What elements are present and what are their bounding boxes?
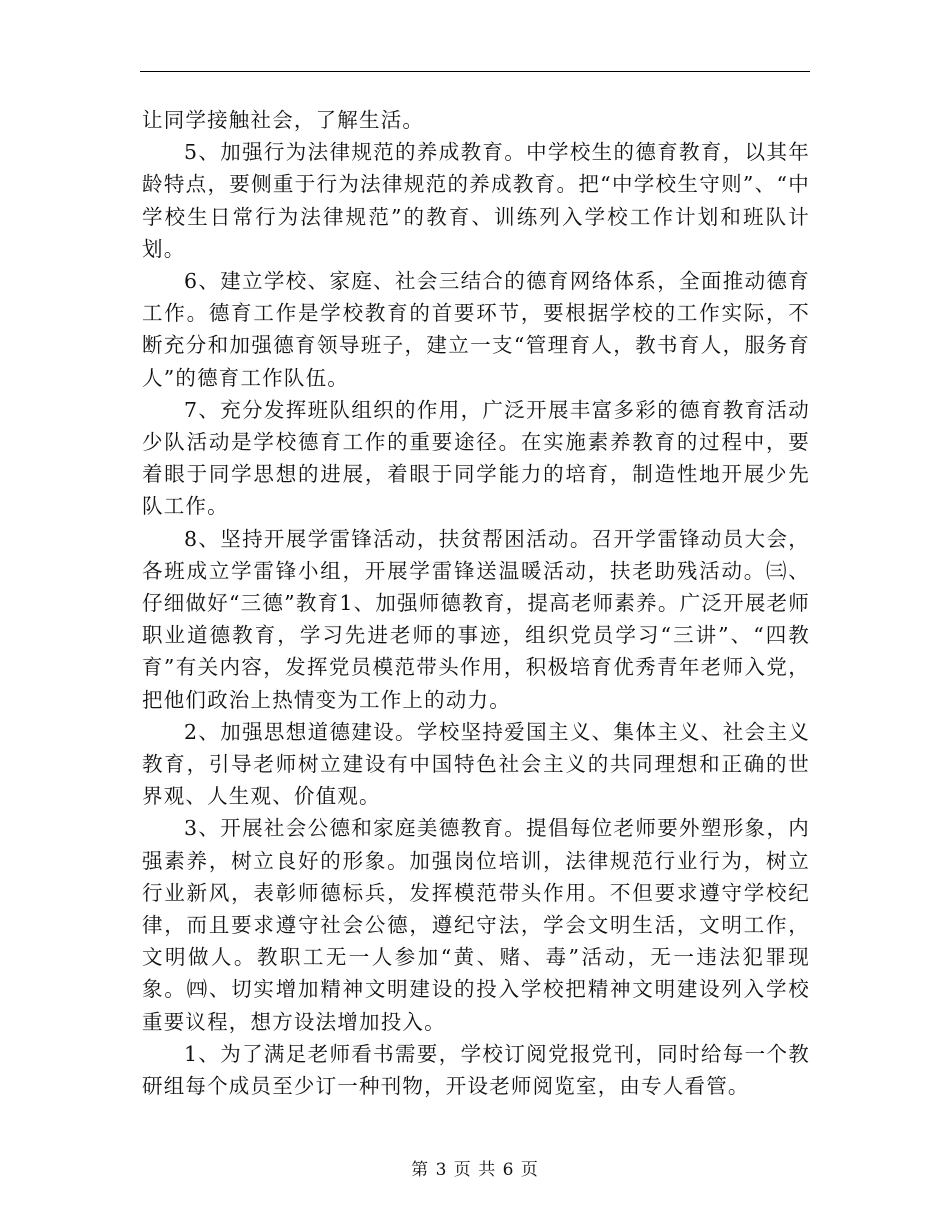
page-number-footer: 第 3 页 共 6 页 <box>411 1160 539 1180</box>
paragraph: 6、建立学校、家庭、社会三结合的德育网络体系，全面推动德育工作。德育工作是学校教育的首要环节，要根据学校的工作实际，不断充分和加强德育领导班子，建立一支“管理育人，教书育人，服务育人”的德育工作队伍。 <box>142 269 810 390</box>
paragraph: 让同学接触社会，了解生活。 <box>142 108 425 132</box>
paragraph: 7、充分发挥班队组织的作用，广泛开展丰富多彩的德育教育活动少队活动是学校德育工作的重要途径。在实施素养教育的过程中，要着眼于同学思想的进展，着眼于同学能力的培育，制造性地开展少先队工作。 <box>142 397 810 519</box>
paragraph: 3、开展社会公德和家庭美德教育。提倡每位老师要外塑形象，内强素养，树立良好的形象。加强岗位培训，法律规范行业行为，树立行业新风，表彰师德标兵，发挥模范带头作用。不但要求遵守学校纪律，而且要求遵守社会公德，遵纪守法，学会文明生活，文明工作，文明做人。教职工无一人参加“黄、赌、毒”活动，无一违法犯罪现象。㈣、切实增加精神文明建设的投入学校把精神文明建设列入学校重要议程，想方设法增加投入。 <box>142 816 810 1034</box>
document-body <box>142 104 810 1102</box>
paragraph: 2、加强思想道德建设。学校坚持爱国主义、集体主义、社会主义教育，引导老师树立建设有中国特色社会主义的共同理想和正确的世界观、人生观、价值观。 <box>142 719 810 809</box>
paragraph: 5、加强行为法律规范的养成教育。中学校生的德育教育，以其年龄特点，要侧重于行为法律规范的养成教育。把“中学校生守则”、“中学校生日常行为法律规范”的教育、训练列入学校工作计划和班队计划。 <box>142 140 810 261</box>
paragraph: 1、为了满足老师看书需要，学校订阅党报党刊，同时给每一个教研组每个成员至少订一种刊物，开设老师阅览室，由专人看管。 <box>142 1041 810 1099</box>
header-rule <box>140 71 810 72</box>
paragraph: 8、坚持开展学雷锋活动，扶贫帮困活动。召开学雷锋动员大会，各班成立学雷锋小组，开展学雷锋送温暖活动，扶老助残活动。㈢、仔细做好“三德”教育1、加强师德教育，提高老师素养。广泛开展老师职业道德教育，学习先进老师的事迹，组织党员学习“三讲”、“四教育”有关内容，发挥党员模范带头作用，积极培育优秀青年老师入党，把他们政治上热情变为工作上的动力。 <box>142 526 810 712</box>
